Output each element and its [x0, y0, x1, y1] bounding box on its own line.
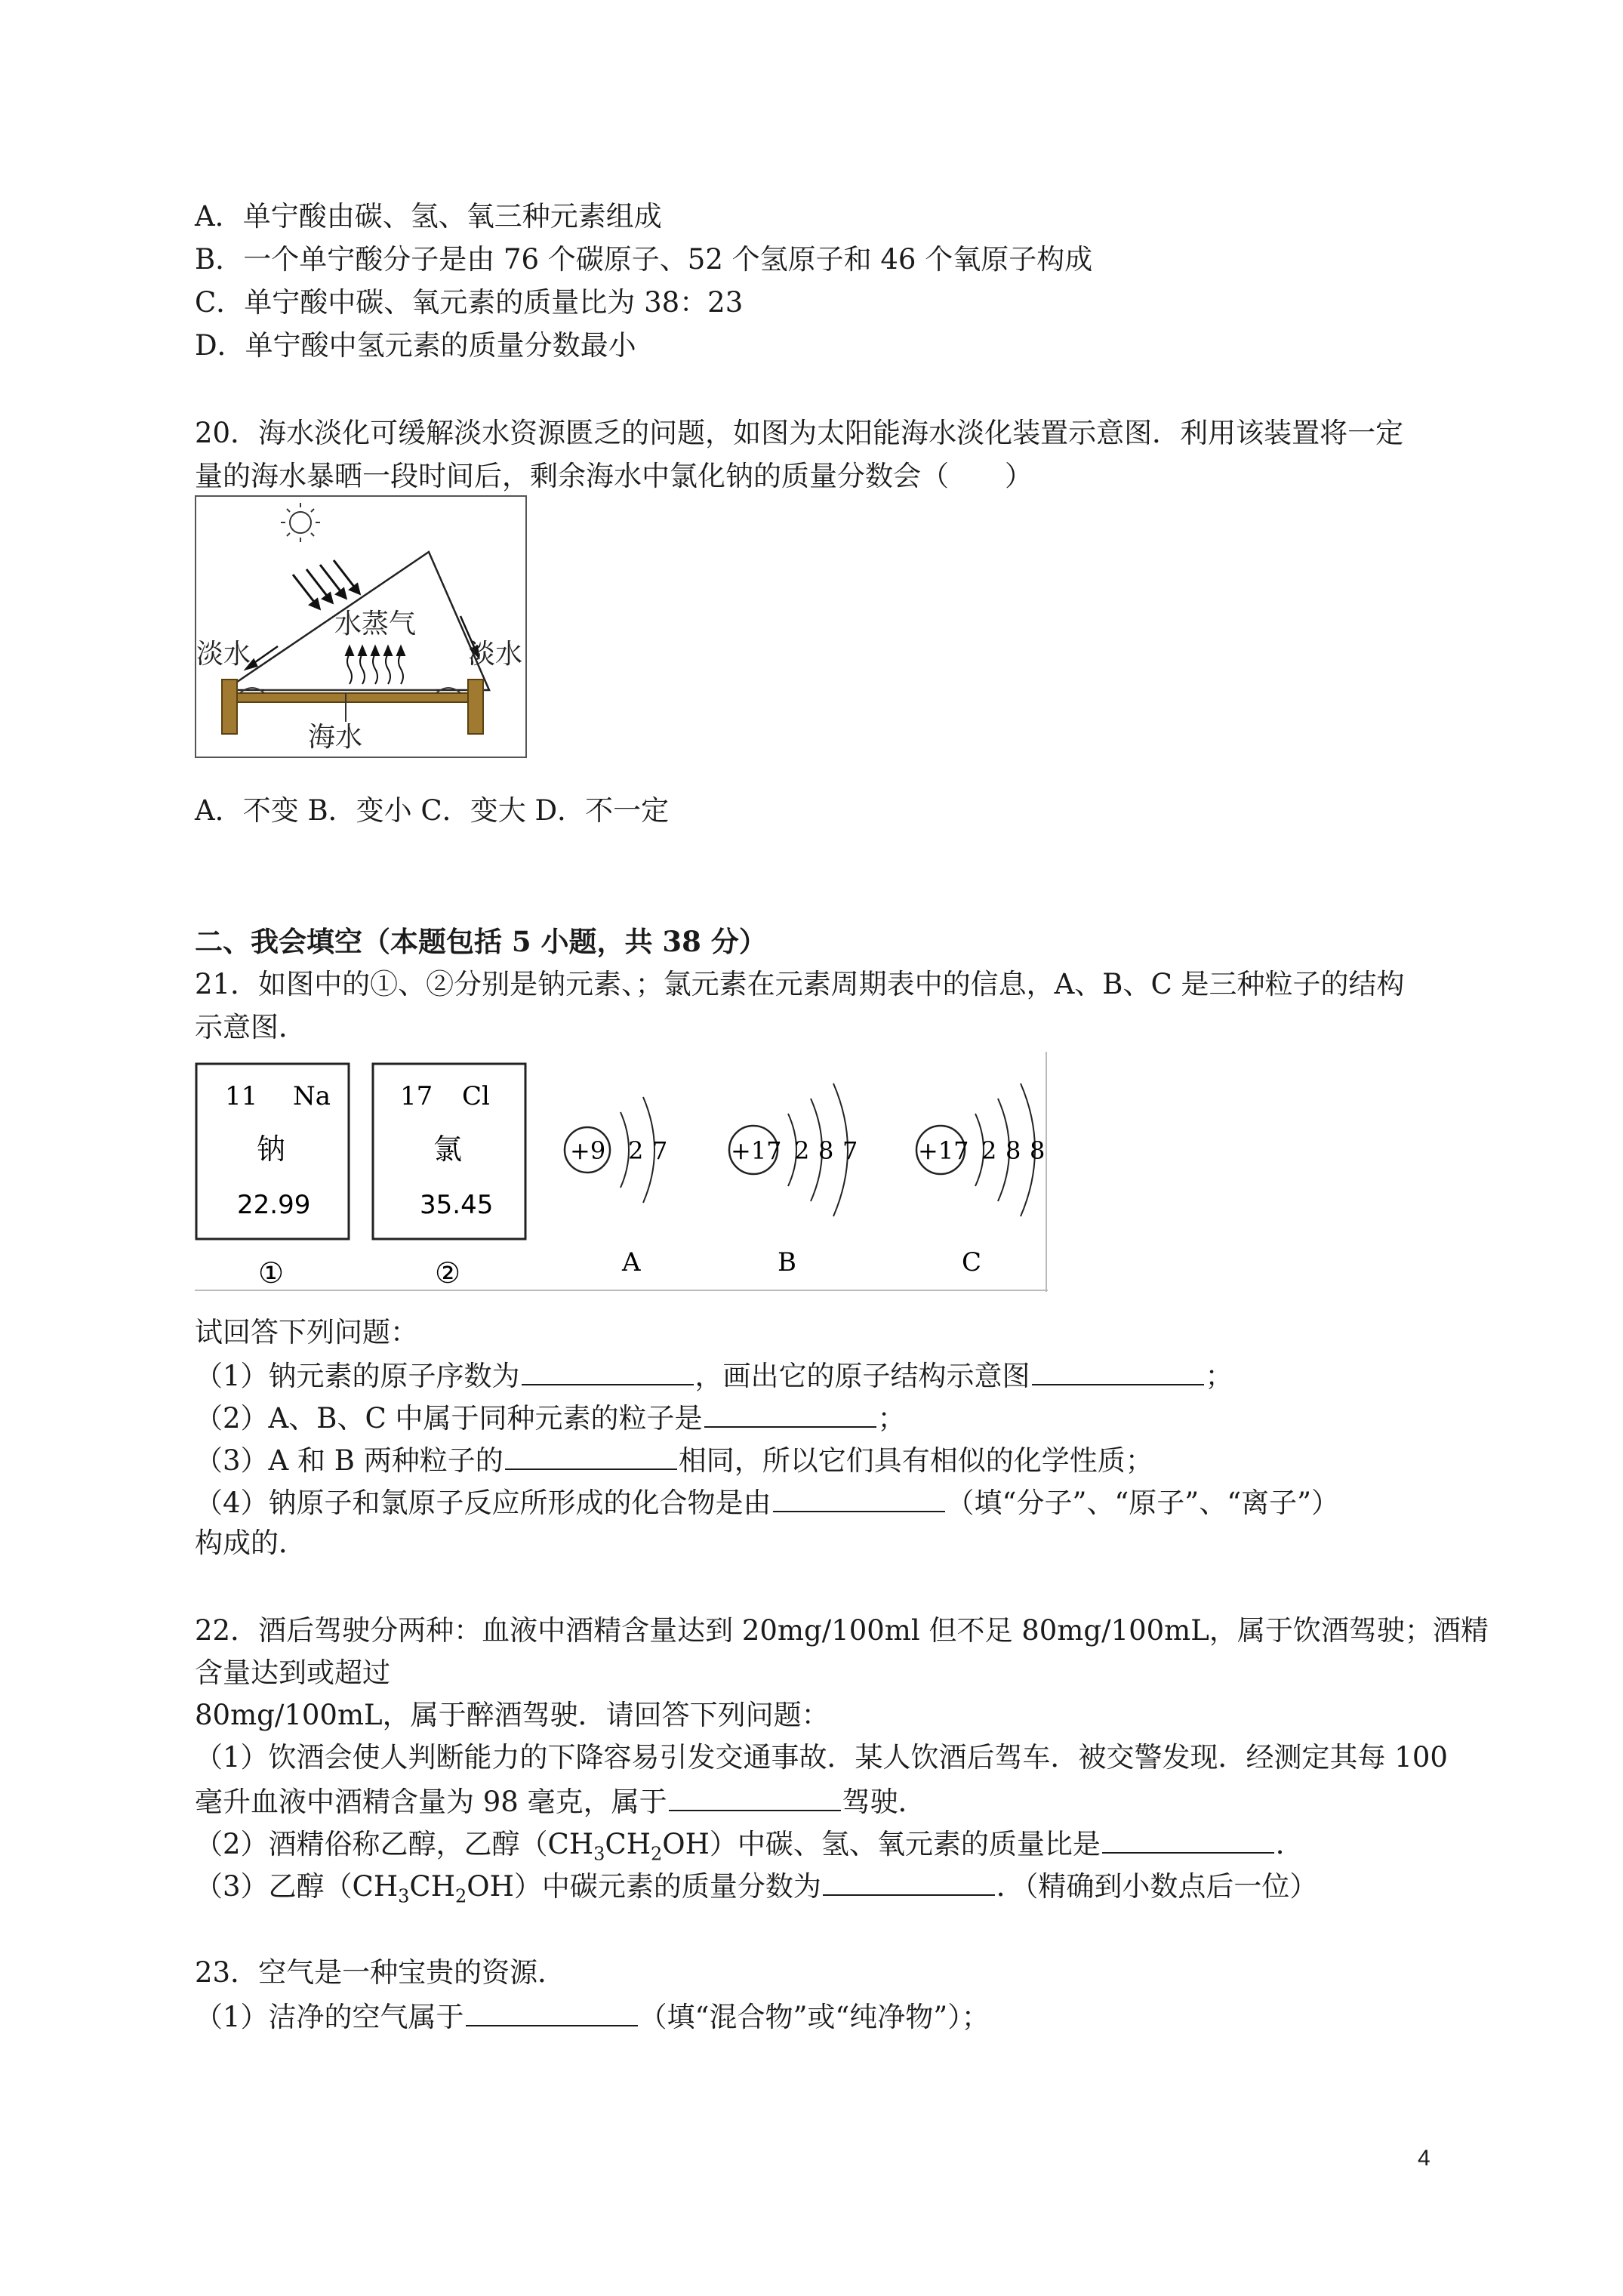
sun-rays-arrows [293, 560, 359, 609]
q19-option-b: B．一个单宁酸分子是由 76 个碳原子、52 个氢原子和 46 个氧原子构成 [195, 243, 1093, 276]
answer-blank[interactable] [823, 1866, 995, 1896]
q22-sub3: （3）乙醇$(CH_3CH_2OH)$中碳元素的质量分数为 ．（精确到小数点后一位） [195, 1866, 1317, 1915]
q19-option-d: D．单宁酸中氢元素的质量分数最小 [195, 329, 636, 362]
particle-c-diagram [916, 1083, 1045, 1216]
q21-prompt: 试回答下列问题： [195, 1316, 418, 1348]
q20-options: A．不变 B．变小 C．变大 D．不一定 [195, 794, 670, 827]
page-number: 4 [1418, 2146, 1431, 2171]
answer-blank[interactable] [466, 1996, 638, 2026]
element-card-na [196, 1064, 349, 1239]
na-atomic-number: 11 [225, 1081, 258, 1111]
sun-icon [281, 503, 320, 542]
svg-text:8: 8 [1006, 1136, 1021, 1165]
svg-text:8: 8 [818, 1136, 834, 1165]
svg-text:+9: +9 [570, 1136, 606, 1165]
section2-title: 二、我会填空（本题包括 5 小题，共 38 分） [195, 925, 767, 958]
na-atomic-mass: 22.99 [237, 1190, 311, 1220]
answer-blank[interactable] [704, 1398, 876, 1428]
cl-name: 氯 [433, 1133, 463, 1166]
particle-b-diagram [729, 1083, 858, 1216]
q19-option-a: A．单宁酸由碳、氢、氧三种元素组成 [195, 200, 662, 233]
answer-blank[interactable] [1102, 1823, 1274, 1854]
cl-symbol: Cl [462, 1081, 490, 1111]
particle-a-diagram [565, 1097, 667, 1203]
q22-stem-line2: 含量达到或超过 [195, 1657, 390, 1689]
q21-stem-line1: 21．如图中的①、②分别是钠元素、；氯元素在元素周期表中的信息，A、B、C 是三种粒子的结构 [195, 968, 1405, 1000]
seawater-label: 海水 [308, 722, 363, 753]
q19-option-c: C．单宁酸中碳、氧元素的质量比为 38：23 [195, 286, 744, 319]
tag-2: ② [435, 1256, 461, 1290]
answer-blank[interactable] [1032, 1355, 1204, 1385]
particle-c-tag: C [962, 1247, 982, 1277]
q22-sub1-line2: 毫升血液中酒精含量为 98 毫克，属于 驾驶． [195, 1781, 926, 1821]
particle-b-tag: B [778, 1247, 796, 1277]
q22-stem-line1: 22．酒后驾驶分两种：血液中酒精含量达到 20mg/100ml 但不足 80mg/100mL，属于饮酒驾驶；酒精 [195, 1614, 1489, 1647]
answer-blank[interactable] [522, 1355, 694, 1385]
q21-sub1: （1）钠元素的原子序数为 ，画出它的原子结构示意图 ； [195, 1355, 1233, 1395]
svg-text:2: 2 [628, 1136, 644, 1165]
element-card-cl [373, 1064, 525, 1239]
q23-sub1: （1）洁净的空气属于 （填“混合物”或“纯净物”）； [195, 1996, 990, 2036]
na-name: 钠 [257, 1133, 286, 1166]
q22-sub1-line1: （1）饮酒会使人判断能力的下降容易引发交通事故．某人饮酒后驾车．被交警发现．经测定其每 100 [195, 1741, 1448, 1774]
element-structure-figure [195, 1052, 1048, 1292]
svg-text:+17: +17 [918, 1136, 969, 1165]
q21-sub2: （2）A、B、C 中属于同种元素的粒子是 ； [195, 1398, 906, 1438]
answer-blank[interactable] [773, 1482, 945, 1512]
cl-atomic-mass: 35.45 [420, 1190, 494, 1220]
q21-sub4-cont: 构成的． [195, 1527, 306, 1559]
na-symbol: Na [293, 1081, 331, 1111]
q23-stem: 23．空气是一种宝贵的资源． [195, 1956, 566, 1989]
vapor-label: 水蒸气 [334, 609, 417, 639]
svg-text:+17: +17 [731, 1136, 782, 1165]
cl-atomic-number: 17 [400, 1081, 433, 1111]
q21-sub3: （3）A 和 B 两种粒子的 相同，所以它们具有相似的化学性质； [195, 1440, 1153, 1480]
solar-desalination-figure [195, 495, 527, 758]
q20-stem-line2: 量的海水暴晒一段时间后，剩余海水中氯化钠的质量分数会（ ） [195, 460, 1033, 492]
q22-stem-line3: 80mg/100mL，属于醉酒驾驶．请回答下列问题： [195, 1699, 830, 1731]
svg-text:7: 7 [842, 1136, 858, 1165]
fresh-water-right-label: 淡水 [468, 639, 523, 670]
q21-sub4: （4）钠原子和氯原子反应所形成的化合物是由 （填“分子”、“原子”、“离子”） [195, 1482, 1339, 1522]
svg-text:2: 2 [981, 1136, 997, 1165]
svg-text:8: 8 [1030, 1136, 1046, 1165]
vapor-arrows [346, 646, 405, 684]
tag-1: ① [258, 1256, 285, 1290]
particle-a-tag: A [622, 1247, 641, 1277]
answer-blank[interactable] [669, 1781, 841, 1811]
svg-text:7: 7 [652, 1136, 668, 1165]
answer-blank[interactable] [505, 1440, 677, 1470]
q22-sub2: （2）酒精俗称乙醇，乙醇$(CH_3CH_2OH)$中碳、氢、氧元素的质量比是 ． [195, 1823, 1304, 1872]
svg-text:2: 2 [794, 1136, 810, 1165]
q20-stem-line1: 20．海水淡化可缓解淡水资源匮乏的问题，如图为太阳能海水淡化装置示意图．利用该装置将一定 [195, 417, 1404, 449]
fresh-water-left-label: 淡水 [196, 639, 251, 670]
q21-stem-line2: 示意图． [195, 1011, 306, 1043]
